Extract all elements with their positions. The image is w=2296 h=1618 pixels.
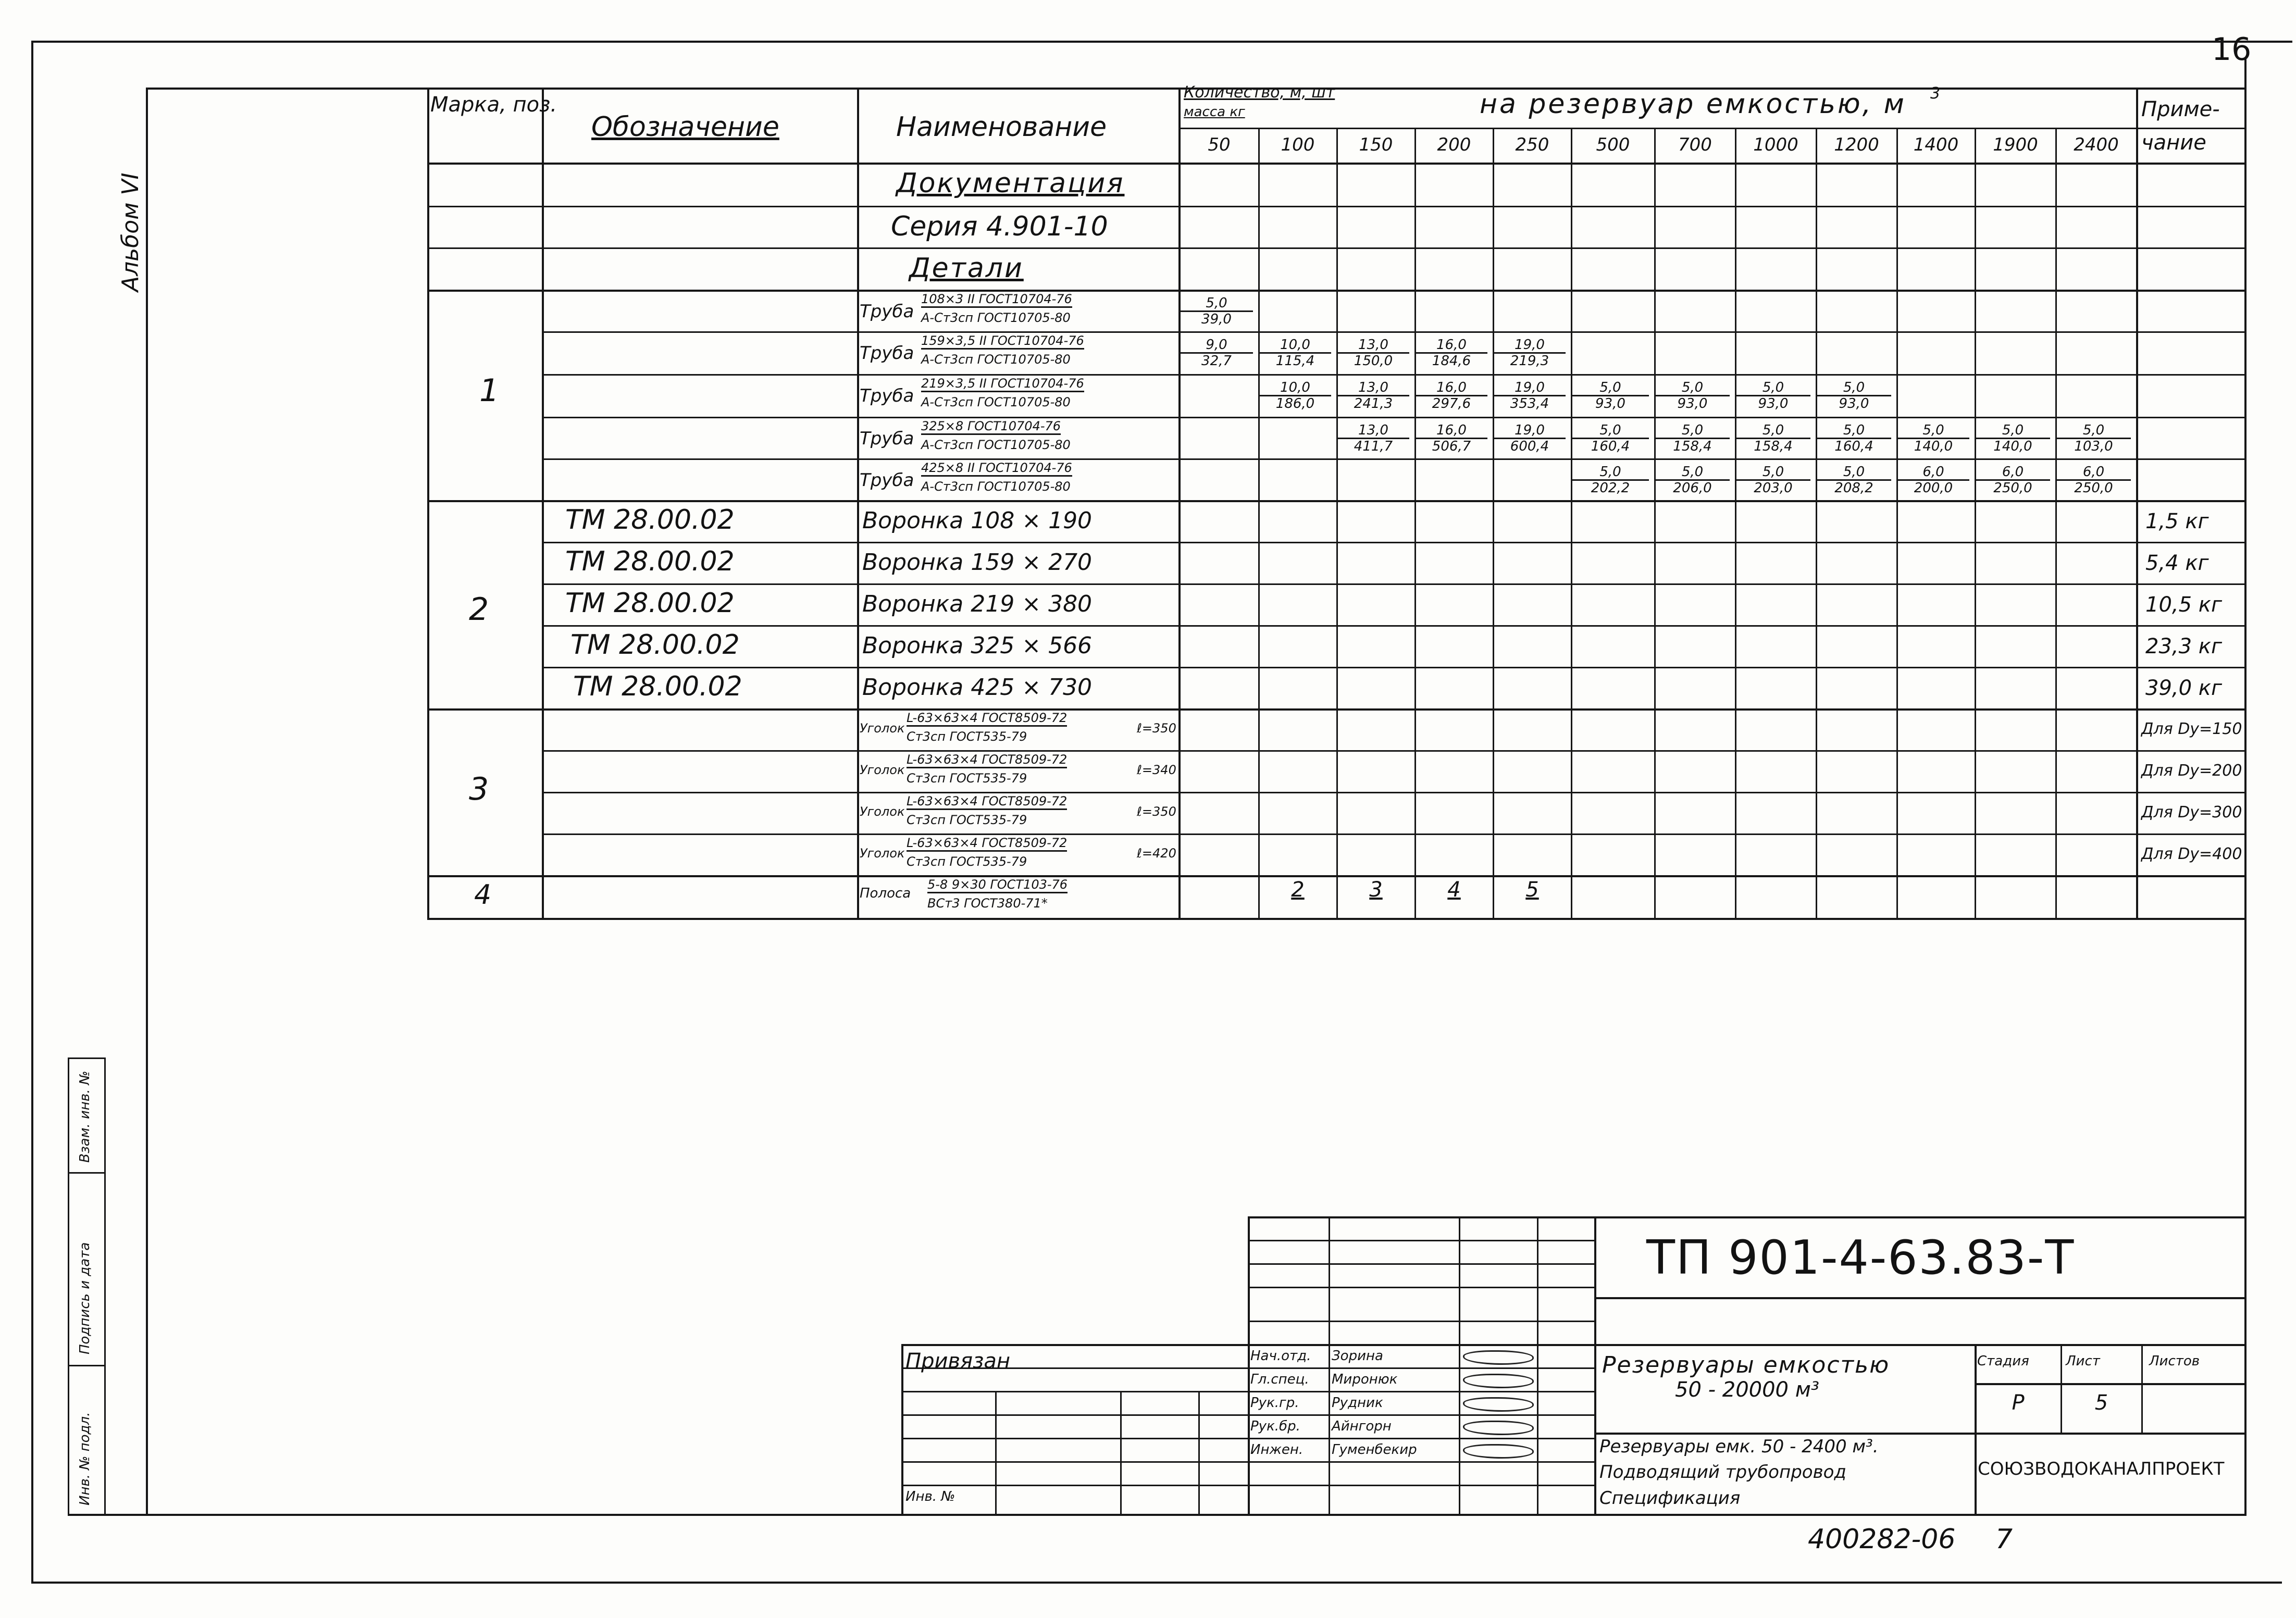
- quantity-value: 19,0: [1494, 423, 1566, 439]
- angle-spec-top: L-63×63×4 ГОСТ8509-72: [907, 752, 1067, 768]
- angle-spec-bottom: Ст3сп ГОСТ535-79: [907, 854, 1027, 869]
- organization-name: СОЮЗВОДОКАНАЛПРОЕКТ: [1978, 1459, 2225, 1479]
- quantity-value: 13,0: [1337, 423, 1409, 439]
- header-reservoir: на резервуар емкостью, м: [1480, 89, 1906, 120]
- inner-frame-left: [146, 88, 148, 1515]
- quantity-mass-cell: [1736, 380, 1810, 411]
- angle-length: ℓ=350: [1137, 804, 1176, 819]
- document-code: ТП 901-4-63.83-Т: [1646, 1230, 2075, 1285]
- funnel-note: 23,3 кг: [2145, 634, 2222, 658]
- frame-bottom: [31, 1582, 2282, 1584]
- quantity-value: 5,0: [1572, 380, 1649, 396]
- quantity-mass-cell: [1897, 465, 1969, 495]
- quantity-value: 5,0: [2056, 423, 2131, 439]
- header-qty-sub: масса кг: [1184, 104, 1245, 120]
- quantity-mass-cell: [1817, 423, 1891, 454]
- pipe-spec-top: 219×3,5 II ГОСТ10704-76: [921, 376, 1084, 392]
- person-name: Зорина: [1332, 1348, 1383, 1364]
- strip-line: [68, 1172, 105, 1174]
- funnel-code: ТМ 28.00.02: [565, 504, 735, 536]
- mass-value: 140,0: [1914, 439, 1953, 454]
- person-name: Гуменбекир: [1332, 1442, 1417, 1458]
- mass-value: 115,4: [1275, 353, 1315, 369]
- sheets-label: Листов: [2149, 1353, 2200, 1369]
- quantity-mass-cell: [1976, 423, 2050, 454]
- mass-value: 186,0: [1275, 396, 1315, 412]
- pipe-name: Труба: [860, 301, 914, 322]
- section-details: Детали: [909, 253, 1024, 284]
- quantity-mass-cell: [1897, 423, 1969, 454]
- sheet-label: Лист: [2066, 1353, 2100, 1369]
- pipe-spec-bottom: А-Ст3сп ГОСТ10705-80: [921, 438, 1071, 452]
- angle-spec-top: L-63×63×4 ГОСТ8509-72: [907, 711, 1067, 727]
- archive-number: 400282-06: [1808, 1524, 1956, 1555]
- quantity-mass-cell: [1337, 423, 1409, 454]
- quantity-mass-cell: [1180, 338, 1253, 368]
- quantity-value: 13,0: [1337, 338, 1409, 354]
- strip-line: [68, 1365, 105, 1366]
- angle-name: Уголок: [860, 804, 905, 819]
- angle-name: Уголок: [860, 846, 905, 861]
- mass-value: 203,0: [1754, 480, 1793, 496]
- strip-line: [104, 1057, 106, 1516]
- quantity-mass-cell: [2056, 465, 2131, 495]
- capacity-1400: 1400: [1913, 134, 1959, 155]
- mass-value: 208,2: [1834, 480, 1873, 496]
- quantity-mass-cell: [1416, 338, 1487, 368]
- group-mark-4: 4: [474, 879, 492, 911]
- header-mark: Марка, поз.: [430, 93, 557, 117]
- person-name: Айнгорн: [1332, 1418, 1392, 1434]
- mass-value: 241,3: [1354, 396, 1393, 412]
- mass-value: 158,4: [1754, 439, 1793, 454]
- quantity-value: 10,0: [1259, 338, 1331, 354]
- mass-value: 103,0: [2074, 439, 2113, 454]
- angle-note: Для Dу=150: [2141, 720, 2242, 738]
- quantity-mass-cell: [1572, 380, 1649, 411]
- mass-value: 219,3: [1510, 353, 1549, 369]
- quantity-mass-cell: [1976, 465, 2050, 495]
- title-line-1: Резервуары емкостью: [1602, 1352, 1890, 1378]
- sheet-value: 5: [2094, 1391, 2108, 1415]
- mass-value: 200,0: [1914, 480, 1953, 496]
- mass-value: 411,7: [1354, 439, 1393, 454]
- angle-note: Для Dу=400: [2141, 845, 2242, 863]
- funnel-code: ТМ 28.00.02: [570, 629, 740, 661]
- strip-replacement-label: Взам. инв. №: [77, 1071, 93, 1163]
- quantity-value: 19,0: [1494, 380, 1566, 396]
- inner-frame-bottom: [68, 1514, 2245, 1516]
- capacity-150: 150: [1359, 134, 1393, 155]
- pipe-spec-bottom: А-Ст3сп ГОСТ10705-80: [921, 395, 1071, 409]
- mass-value: 600,4: [1510, 439, 1549, 454]
- quantity-mass-cell: [1817, 380, 1891, 411]
- capacity-2400: 2400: [2074, 134, 2119, 155]
- strip-inventory-label: Инв. № подл.: [77, 1412, 93, 1505]
- quantity-mass-cell: [1655, 465, 1730, 495]
- angle-note: Для Dу=200: [2141, 762, 2242, 780]
- quantity-mass-cell: [2056, 423, 2131, 454]
- signature-mark: [1463, 1397, 1534, 1412]
- quantity-value: 5,0: [1976, 423, 2050, 439]
- quantity-mass-cell: [1736, 423, 1810, 454]
- strip-spec-top: 5-8 9×30 ГОСТ103-76: [927, 877, 1068, 893]
- header-name: Наименование: [896, 111, 1107, 143]
- pipe-spec-top: 159×3,5 II ГОСТ10704-76: [921, 333, 1084, 350]
- section-series: Серия 4.901-10: [891, 211, 1108, 242]
- quantity-mass-cell: [1494, 338, 1566, 368]
- page-number: 16: [2212, 31, 2252, 68]
- privyazan-label: Привязан: [905, 1349, 1011, 1373]
- mass-value: 93,0: [1595, 396, 1625, 412]
- quantity-mass-cell: [1416, 423, 1487, 454]
- funnel-name: Воронка 108 × 190: [862, 507, 1093, 534]
- angle-length: ℓ=350: [1137, 721, 1176, 736]
- role-title: Нач.отд.: [1250, 1348, 1311, 1364]
- strip-name: Полоса: [860, 886, 911, 901]
- quantity-value: 5,0: [1736, 423, 1810, 439]
- quantity-value: 5,0: [1817, 423, 1891, 439]
- stage-value: Р: [2012, 1391, 2025, 1415]
- strip-count: 4: [1447, 878, 1461, 902]
- quantity-mass-cell: [1259, 380, 1331, 411]
- funnel-note: 1,5 кг: [2145, 509, 2209, 533]
- mass-value: 32,7: [1201, 353, 1232, 369]
- quantity-value: 19,0: [1494, 338, 1566, 354]
- pipe-name: Труба: [860, 385, 914, 406]
- funnel-note: 10,5 кг: [2145, 593, 2222, 617]
- funnel-code: ТМ 28.00.02: [565, 588, 735, 619]
- mass-value: 353,4: [1510, 396, 1549, 412]
- role-title: Гл.спец.: [1250, 1372, 1309, 1387]
- strip-line: [68, 1057, 69, 1516]
- quantity-value: 5,0: [1817, 380, 1891, 396]
- pipe-spec-top: 325×8 ГОСТ10704-76: [921, 419, 1061, 435]
- quantity-mass-cell: [1494, 380, 1566, 411]
- quantity-value: 9,0: [1180, 338, 1253, 354]
- inventory-label: Инв. №: [905, 1489, 955, 1504]
- mass-value: 39,0: [1201, 312, 1232, 327]
- strip-signature-label: Подпись и дата: [77, 1242, 93, 1354]
- quantity-mass-cell: [1337, 380, 1409, 411]
- pipe-spec-bottom: А-Ст3сп ГОСТ10705-80: [921, 352, 1071, 367]
- funnel-name: Воронка 159 × 270: [862, 549, 1093, 576]
- funnel-code: ТМ 28.00.02: [573, 671, 742, 702]
- group-mark-3: 3: [469, 771, 489, 807]
- subtitle-line-3: Спецификация: [1599, 1488, 1741, 1509]
- quantity-value: 5,0: [1572, 465, 1649, 481]
- pipe-name: Труба: [860, 343, 914, 364]
- stage-label: Стадия: [1977, 1353, 2029, 1369]
- strip-count: 2: [1291, 878, 1305, 902]
- header-cube: 3: [1930, 84, 1941, 103]
- quantity-value: 5,0: [1736, 465, 1810, 481]
- group-mark-1: 1: [479, 372, 500, 409]
- capacity-100: 100: [1281, 134, 1315, 155]
- quantity-value: 5,0: [1655, 465, 1730, 481]
- mass-value: 93,0: [1677, 396, 1708, 412]
- quantity-mass-cell: [1416, 380, 1487, 411]
- angle-spec-bottom: Ст3сп ГОСТ535-79: [907, 729, 1027, 744]
- frame-left: [31, 41, 33, 1583]
- angle-spec-bottom: Ст3сп ГОСТ535-79: [907, 813, 1027, 827]
- mass-value: 202,2: [1591, 480, 1630, 496]
- signature-mark: [1463, 1350, 1534, 1365]
- quantity-value: 5,0: [1655, 380, 1730, 396]
- pipe-spec-top: 425×8 II ГОСТ10704-76: [921, 460, 1072, 477]
- quantity-value: 16,0: [1416, 380, 1487, 396]
- angle-name: Уголок: [860, 763, 905, 777]
- title-line-2: 50 - 20000 м³: [1675, 1378, 1819, 1402]
- quantity-mass-cell: [1655, 423, 1730, 454]
- quantity-value: 5,0: [1572, 423, 1649, 439]
- quantity-value: 16,0: [1416, 338, 1487, 354]
- role-title: Рук.бр.: [1250, 1418, 1300, 1434]
- mass-value: 184,6: [1432, 353, 1471, 369]
- angle-spec-bottom: Ст3сп ГОСТ535-79: [907, 771, 1027, 786]
- quantity-mass-cell: [1572, 423, 1649, 454]
- quantity-value: 6,0: [1976, 465, 2050, 481]
- strip-count: 3: [1369, 878, 1383, 902]
- bottom-page-number: 7: [1995, 1524, 2013, 1555]
- angle-note: Для Dу=300: [2141, 803, 2242, 822]
- funnel-note: 5,4 кг: [2145, 551, 2209, 575]
- mass-value: 158,4: [1673, 439, 1712, 454]
- capacity-1900: 1900: [1993, 134, 2038, 155]
- quantity-mass-cell: [1494, 423, 1566, 454]
- funnel-name: Воронка 425 × 730: [862, 674, 1093, 701]
- signature-mark: [1463, 1421, 1534, 1435]
- mass-value: 93,0: [1839, 396, 1869, 412]
- capacity-200: 200: [1437, 134, 1471, 155]
- angle-length: ℓ=340: [1137, 763, 1176, 777]
- angle-length: ℓ=420: [1137, 846, 1176, 861]
- quantity-mass-cell: [1337, 338, 1409, 368]
- role-title: Рук.гр.: [1250, 1395, 1299, 1411]
- quantity-mass-cell: [1572, 465, 1649, 495]
- capacity-1200: 1200: [1834, 134, 1879, 155]
- strip-spec-bottom: ВСт3 ГОСТ380-71*: [927, 896, 1048, 911]
- quantity-mass-cell: [1736, 465, 1810, 495]
- quantity-mass-cell: [1259, 338, 1331, 368]
- signature-mark: [1463, 1444, 1534, 1459]
- mass-value: 250,0: [1993, 480, 2032, 496]
- signature-mark: [1463, 1374, 1534, 1388]
- capacity-700: 700: [1678, 134, 1712, 155]
- mass-value: 297,6: [1432, 396, 1471, 412]
- funnel-name: Воронка 325 × 566: [862, 632, 1093, 659]
- album-label: Альбом VI: [117, 172, 144, 292]
- pipe-name: Труба: [860, 428, 914, 449]
- person-name: Рудник: [1332, 1395, 1383, 1411]
- frame-top: [31, 41, 2292, 43]
- pipe-spec-top: 108×3 II ГОСТ10704-76: [921, 292, 1072, 308]
- quantity-value: 6,0: [2056, 465, 2131, 481]
- capacity-250: 250: [1515, 134, 1549, 155]
- section-documentation: Документация: [896, 168, 1125, 199]
- quantity-value: 10,0: [1259, 380, 1331, 396]
- quantity-value: 5,0: [1736, 380, 1810, 396]
- quantity-value: 16,0: [1416, 423, 1487, 439]
- role-title: Инжен.: [1250, 1442, 1304, 1458]
- quantity-mass-cell: [1817, 465, 1891, 495]
- mass-value: 506,7: [1432, 439, 1471, 454]
- funnel-name: Воронка 219 × 380: [862, 591, 1093, 617]
- pipe-spec-bottom: А-Ст3сп ГОСТ10705-80: [921, 310, 1071, 325]
- strip-count: 5: [1525, 878, 1539, 902]
- pipe-name: Труба: [860, 470, 914, 491]
- capacity-50: 50: [1208, 134, 1231, 155]
- subtitle-line-2: Подводящий трубопровод: [1599, 1462, 1846, 1483]
- mass-value: 140,0: [1993, 439, 2032, 454]
- mass-value: 206,0: [1673, 480, 1712, 496]
- angle-name: Уголок: [860, 721, 905, 736]
- quantity-value: 5,0: [1655, 423, 1730, 439]
- angle-spec-top: L-63×63×4 ГОСТ8509-72: [907, 794, 1067, 810]
- mass-value: 250,0: [2074, 480, 2113, 496]
- quantity-value: 5,0: [1897, 423, 1969, 439]
- quantity-mass-cell: [1655, 380, 1730, 411]
- person-name: Миронюк: [1332, 1372, 1398, 1387]
- quantity-value: 5,0: [1817, 465, 1891, 481]
- angle-spec-top: L-63×63×4 ГОСТ8509-72: [907, 836, 1067, 852]
- quantity-value: 6,0: [1897, 465, 1969, 481]
- capacity-500: 500: [1596, 134, 1630, 155]
- header-designation: Обозначение: [591, 111, 779, 143]
- mass-value: 93,0: [1758, 396, 1789, 412]
- pipe-spec-bottom: А-Ст3сп ГОСТ10705-80: [921, 479, 1071, 494]
- mass-value: 160,4: [1834, 439, 1873, 454]
- header-note: Приме- чание: [2141, 97, 2220, 155]
- strip-line: [68, 1057, 105, 1059]
- quantity-value: 5,0: [1180, 296, 1253, 312]
- mass-value: 160,4: [1591, 439, 1630, 454]
- group-mark-2: 2: [469, 591, 489, 628]
- funnel-code: ТМ 28.00.02: [565, 546, 735, 577]
- subtitle-line-1: Резервуары емк. 50 - 2400 м³.: [1599, 1436, 1879, 1457]
- quantity-value: 13,0: [1337, 380, 1409, 396]
- quantity-mass-cell: [1180, 296, 1253, 327]
- header-qty-top: Количество, м, шт: [1184, 83, 1335, 102]
- mass-value: 150,0: [1354, 353, 1393, 369]
- capacity-1000: 1000: [1753, 134, 1798, 155]
- funnel-note: 39,0 кг: [2145, 676, 2222, 700]
